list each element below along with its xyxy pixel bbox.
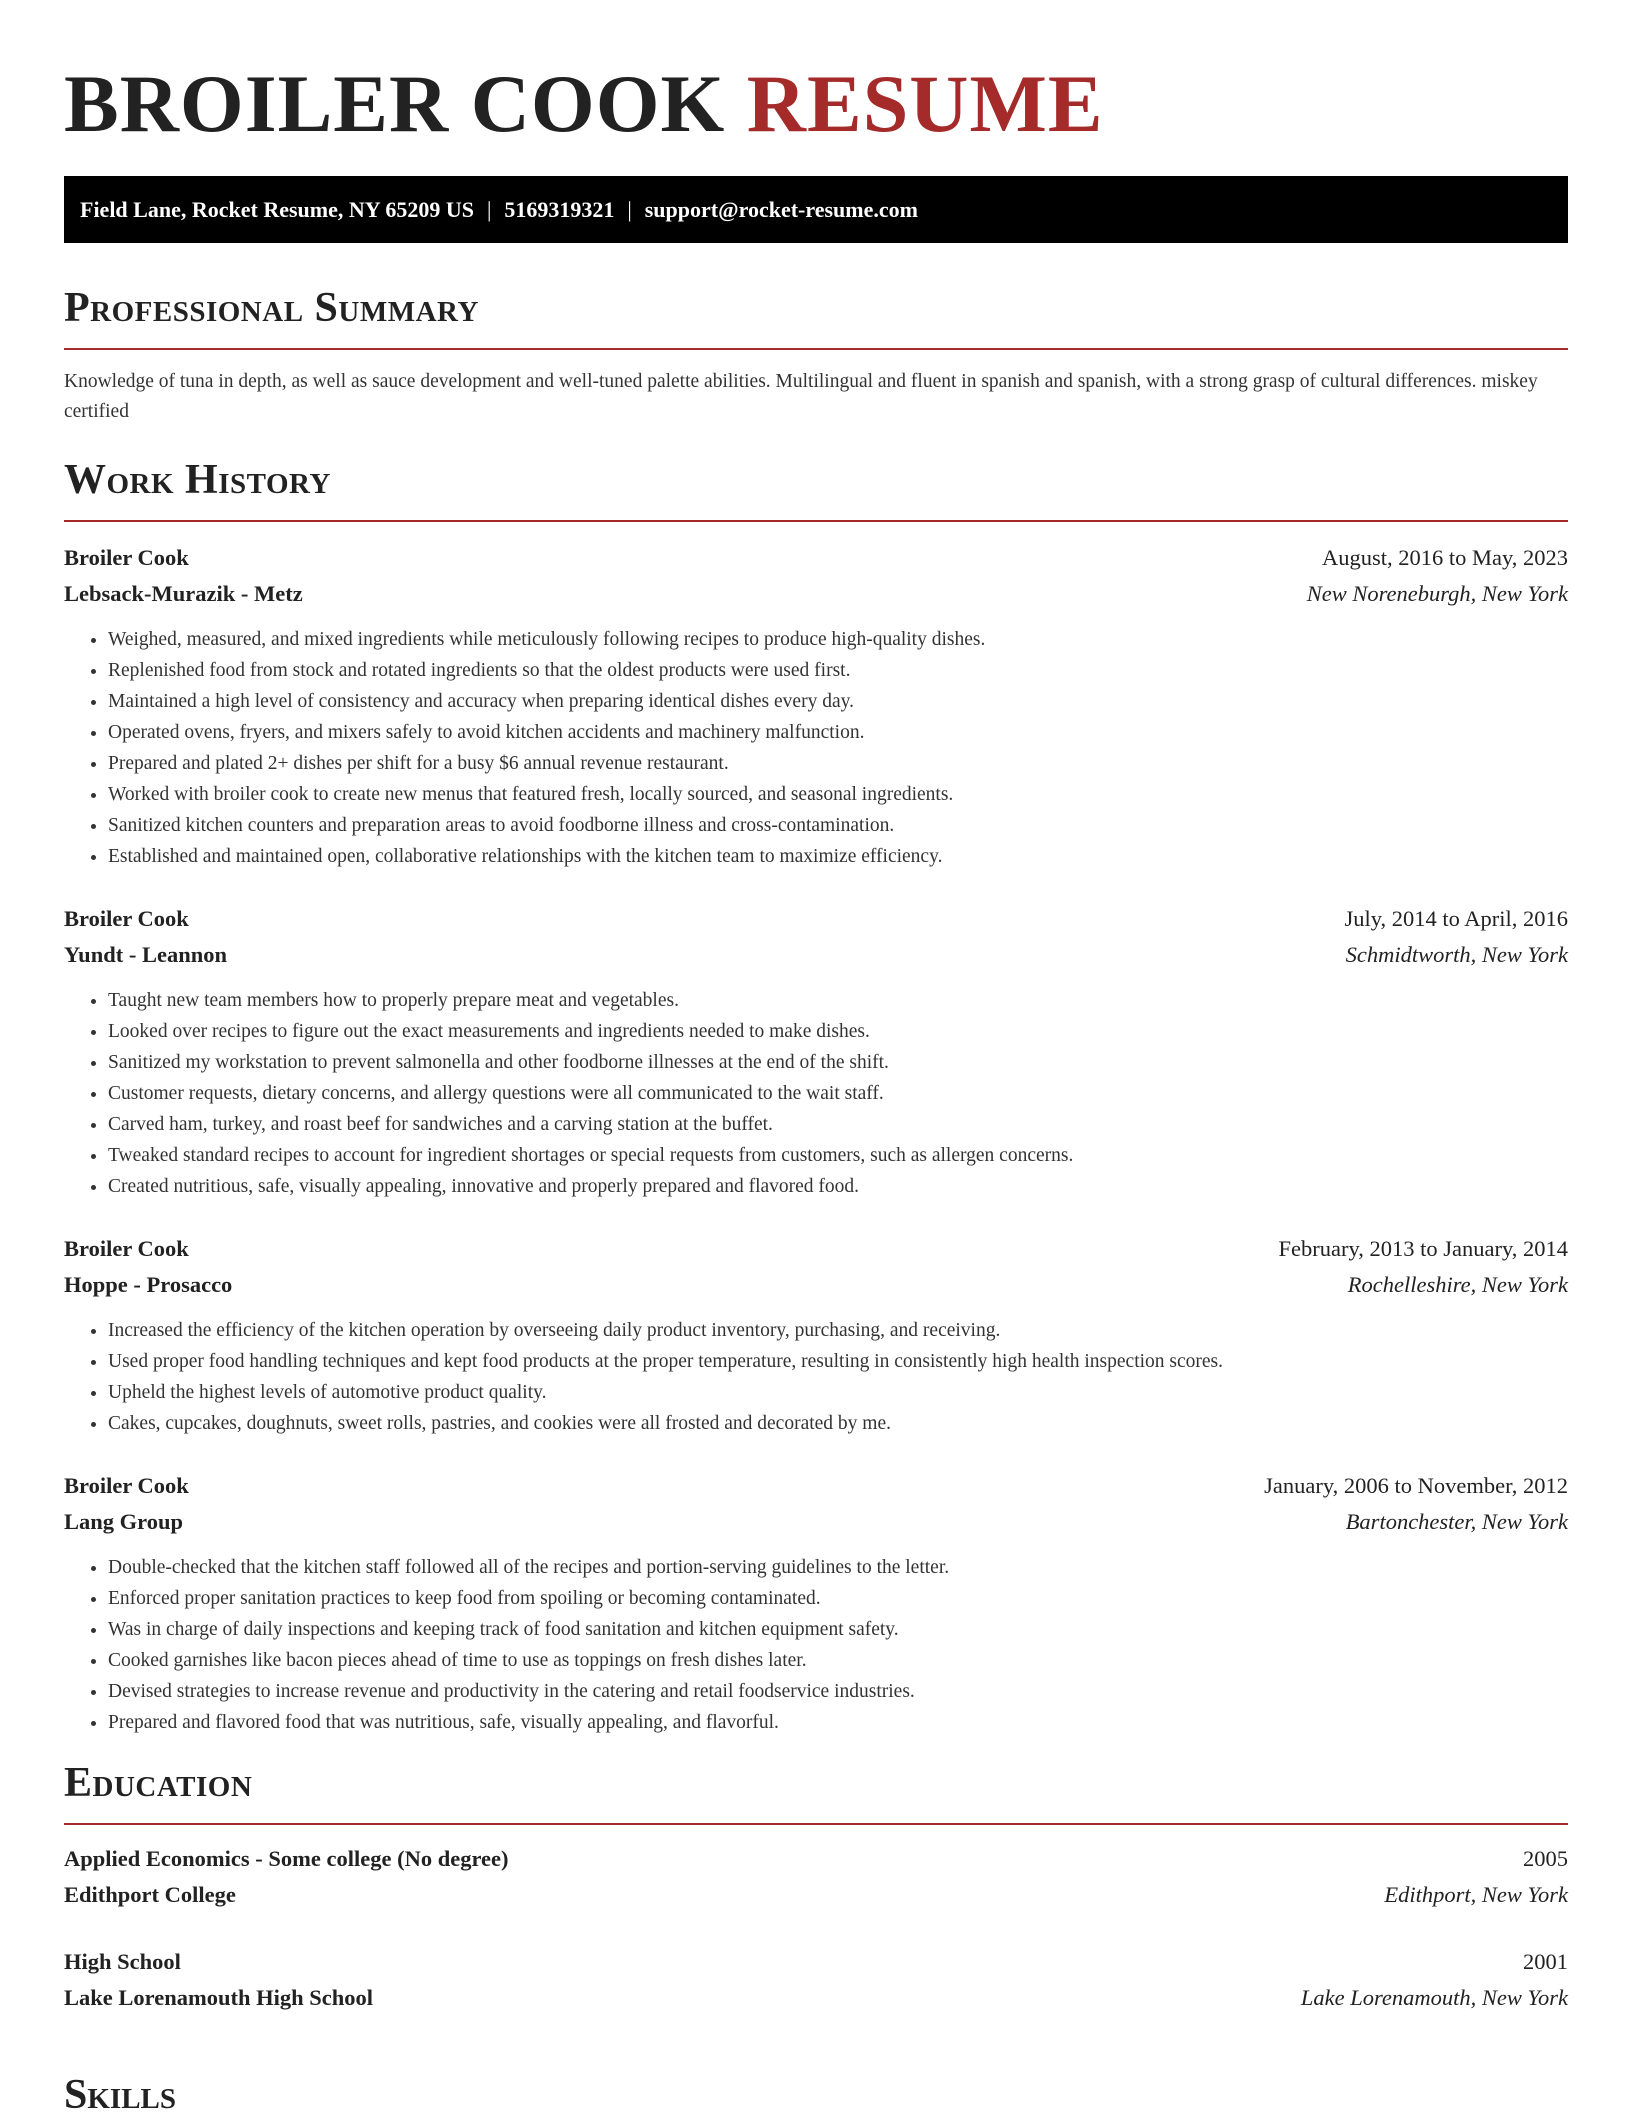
contact-separator: | [627, 196, 632, 222]
education-section [64, 1758, 1568, 2016]
education-school: Lake Lorenamouth High School [64, 1985, 374, 2010]
job-bullet: • Worked with broiler cook to create new menus that featured fresh, locally sourced, and seasonal ingredients. [108, 779, 1568, 810]
education-school: Edithport College [64, 1882, 236, 1907]
job-company-row [64, 576, 1568, 612]
job-dates: February, 2013 to January, 2014 [1278, 1236, 1568, 1261]
section-heading-education: Education [64, 1760, 253, 1806]
job-entry [64, 540, 1568, 872]
education-degree-row [64, 1841, 1568, 1877]
job-bullet: • Carved ham, turkey, and roast beef for sandwiches and a carving station at the buffet. [108, 1109, 1568, 1140]
work-history-section [64, 455, 1568, 1738]
job-entry [64, 901, 1568, 1202]
education-school-row [64, 1980, 1568, 2016]
job-title: Broiler Cook [64, 1236, 189, 1261]
education-degree-row [64, 1944, 1568, 1980]
job-bullet: • Maintained a high level of consistency and accuracy when preparing identical dishes every day. [108, 686, 1568, 717]
job-bullet: • Cooked garnishes like bacon pieces ahead of time to use as toppings on fresh dishes later. [108, 1645, 1568, 1676]
job-bullet: • Created nutritious, safe, visually appealing, innovative and properly prepared and flavored food. [108, 1171, 1568, 1202]
education-entry [64, 1841, 1568, 1913]
job-bullet: • Upheld the highest levels of automotive product quality. [108, 1377, 1568, 1408]
job-bullet: • Replenished food from stock and rotated ingredients so that the oldest products were used first. [108, 655, 1568, 686]
education-degree: High School [64, 1949, 181, 1974]
education-degree: Applied Economics - Some college (No degree) [64, 1846, 509, 1871]
job-company-row [64, 1504, 1568, 1540]
job-entry [64, 1468, 1568, 1738]
job-entry [64, 1231, 1568, 1439]
job-bullet: • Prepared and flavored food that was nutritious, safe, visually appealing, and flavorful. [108, 1707, 1568, 1738]
job-company-row [64, 1267, 1568, 1303]
job-company-row [64, 937, 1568, 973]
section-divider [64, 348, 1568, 350]
contact-separator: | [486, 196, 492, 222]
job-bullet: • Was in charge of daily inspections and keeping track of food sanitation and kitchen equipment safety. [108, 1614, 1568, 1645]
job-company: Lang Group [64, 1509, 184, 1534]
contact-bar [64, 176, 1568, 243]
job-bullets [64, 1315, 1568, 1439]
education-entry [64, 1944, 1568, 2016]
job-bullet: • Taught new team members how to properly prepare meat and vegetables. [108, 985, 1568, 1016]
job-bullets [64, 1552, 1568, 1738]
section-heading-skills: Skills [64, 2072, 177, 2118]
job-location: Rochelleshire, New York [1347, 1272, 1568, 1297]
job-bullets [64, 985, 1568, 1202]
job-bullet: • Increased the efficiency of the kitchen operation by overseeing daily product inventory, purchasing, and receiving. [108, 1315, 1568, 1346]
section-heading-work: Work History [64, 457, 331, 503]
job-bullet: • Used proper food handling techniques and kept food products at the proper temperature, resulting in consistently high health inspection scores. [108, 1346, 1568, 1377]
job-bullet: • Enforced proper sanitation practices to keep food from spoiling or becoming contaminated. [108, 1583, 1568, 1614]
education-location: Lake Lorenamouth, New York [1300, 1985, 1568, 2010]
job-company: Lebsack-Murazik - Metz [64, 581, 303, 606]
job-location: Schmidtworth, New York [1345, 942, 1568, 967]
job-bullet: • Tweaked standard recipes to account for ingredient shortages or special requests from customers, such as allergen concerns. [108, 1140, 1568, 1171]
job-bullet: • Weighed, measured, and mixed ingredients while meticulously following recipes to produce high-quality dishes. [108, 624, 1568, 655]
education-location: Edithport, New York [1384, 1882, 1568, 1907]
contact-address: Field Lane, Rocket Resume, NY 65209 US [80, 196, 474, 222]
job-location: Bartonchester, New York [1345, 1509, 1568, 1534]
job-header-row [64, 1468, 1568, 1504]
summary-section [64, 283, 1568, 427]
job-header-row [64, 540, 1568, 576]
job-company: Hoppe - Prosacco [64, 1272, 233, 1297]
job-bullet: • Established and maintained open, collaborative relationships with the kitchen team to maximize efficiency. [108, 841, 1568, 872]
section-divider [64, 520, 1568, 522]
education-year: 2005 [1523, 1846, 1568, 1871]
job-bullet: • Sanitized my workstation to prevent salmonella and other foodborne illnesses at the end of the shift. [108, 1047, 1568, 1078]
job-bullet: • Looked over recipes to figure out the exact measurements and ingredients needed to make dishes. [108, 1016, 1568, 1047]
job-company: Yundt - Leannon [64, 942, 227, 967]
job-title: Broiler Cook [64, 1473, 189, 1498]
education-year: 2001 [1523, 1949, 1568, 1974]
section-divider [64, 1823, 1568, 1825]
summary-text: Knowledge of tuna in depth, as well as sauce development and well-tuned palette abilities. Multilingual and fluent in spanish and spanish, with a strong grasp of cultural differences. miskey certified [64, 371, 1538, 422]
education-school-row [64, 1877, 1568, 1913]
title-main: BROILER COOK [64, 58, 726, 149]
job-header-row [64, 901, 1568, 937]
resume-title [64, 0, 1568, 176]
job-title: Broiler Cook [64, 545, 189, 570]
contact-email[interactable]: support@rocket-resume.com [644, 196, 918, 222]
job-dates: July, 2014 to April, 2016 [1344, 906, 1568, 931]
job-bullet: • Cakes, cupcakes, doughnuts, sweet rolls, pastries, and cookies were all frosted and decorated by me. [108, 1408, 1568, 1439]
contact-phone[interactable]: 5169319321 [504, 196, 615, 222]
job-title: Broiler Cook [64, 906, 189, 931]
job-dates: January, 2006 to November, 2012 [1264, 1473, 1568, 1498]
job-bullet: • Customer requests, dietary concerns, and allergy questions were all communicated to the wait staff. [108, 1078, 1568, 1109]
job-bullet: • Operated ovens, fryers, and mixers safely to avoid kitchen accidents and machinery malfunction. [108, 717, 1568, 748]
job-bullet: • Sanitized kitchen counters and preparation areas to avoid foodborne illness and cross-contamination. [108, 810, 1568, 841]
job-bullet: • Double-checked that the kitchen staff followed all of the recipes and portion-serving guidelines to the letter. [108, 1552, 1568, 1583]
job-dates: August, 2016 to May, 2023 [1321, 545, 1568, 570]
job-bullet: • Prepared and plated 2+ dishes per shift for a busy $6 annual revenue restaurant. [108, 748, 1568, 779]
job-location: New Noreneburgh, New York [1306, 581, 1568, 606]
job-bullets [64, 624, 1568, 872]
job-bullet: • Devised strategies to increase revenue and productivity in the catering and retail foodservice industries. [108, 1676, 1568, 1707]
section-heading-summary: Professional Summary [64, 285, 479, 331]
job-header-row [64, 1231, 1568, 1267]
title-accent: RESUME [746, 58, 1104, 149]
